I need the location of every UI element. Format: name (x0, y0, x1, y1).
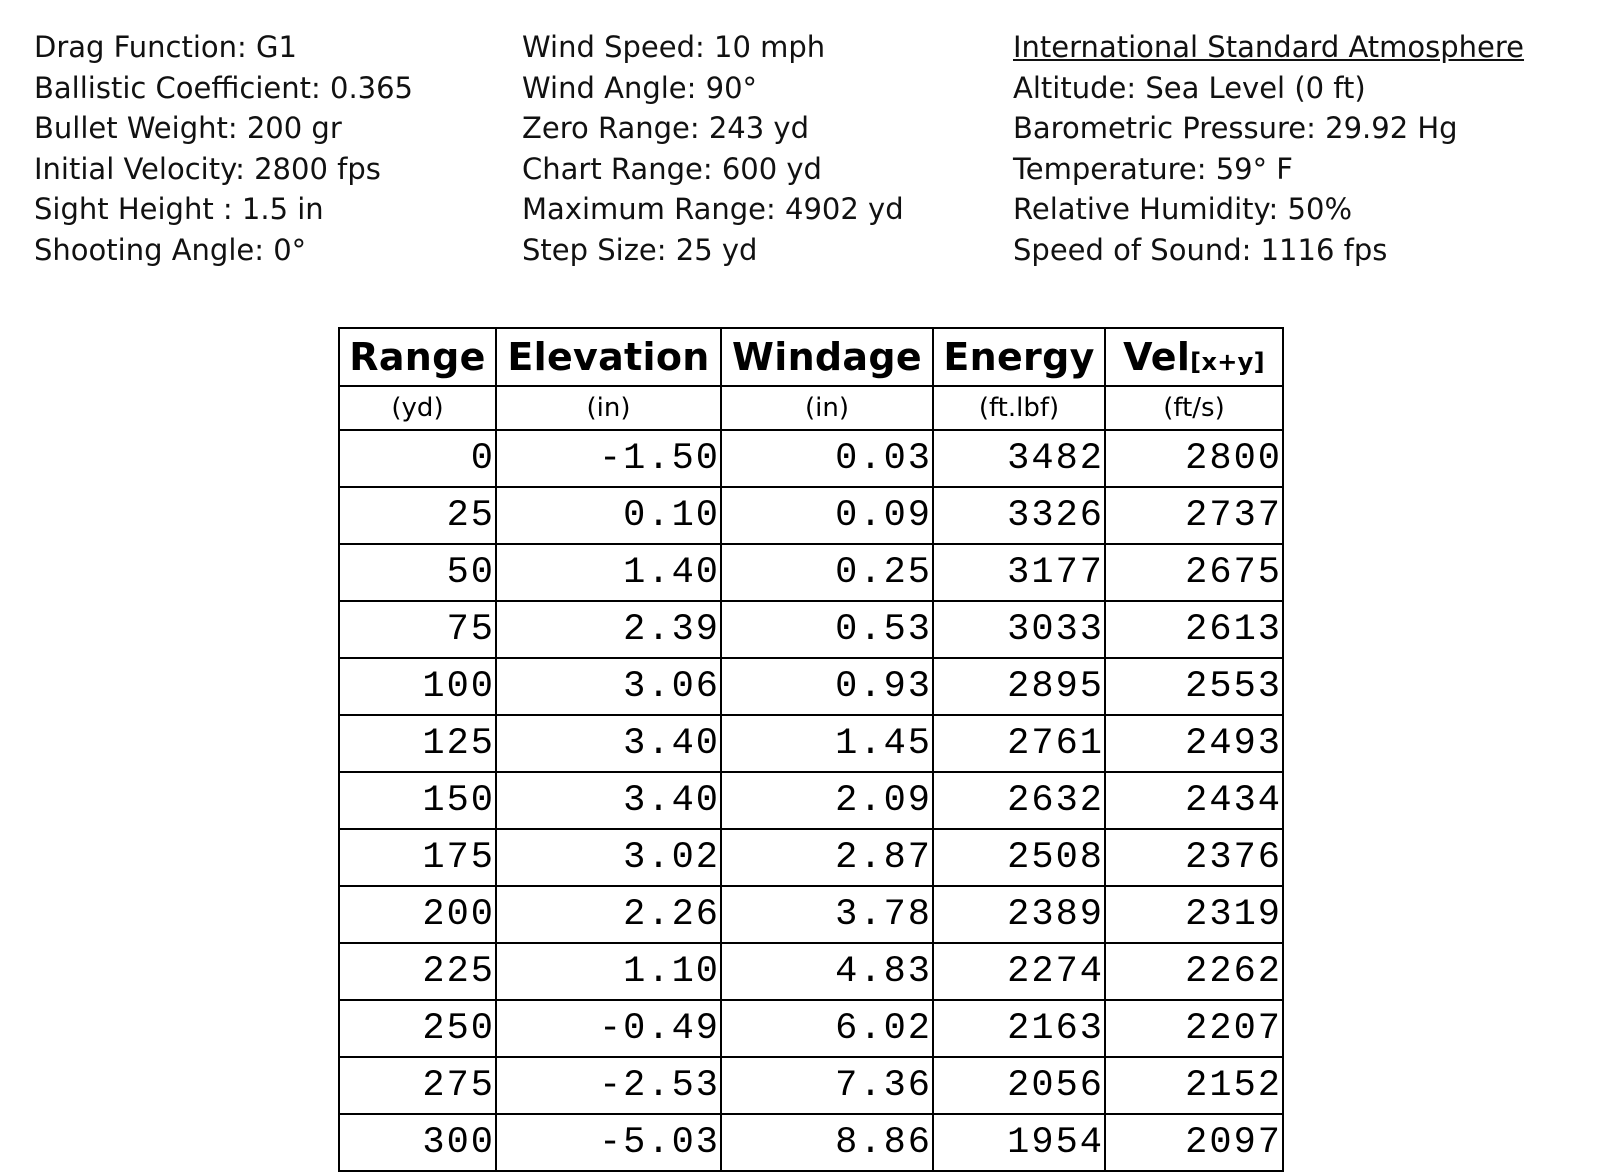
velocity-cell: 2675 (1105, 544, 1283, 601)
table-row (339, 601, 1283, 658)
range-cell: 250 (339, 1000, 496, 1057)
unit-elevation: (in) (496, 386, 721, 430)
unit-velocity: (ft/s) (1105, 386, 1283, 430)
chart-range: Chart Range: 600 yd (522, 151, 822, 186)
initial-velocity: Initial Velocity: 2800 fps (34, 151, 381, 186)
range-cell: 175 (339, 829, 496, 886)
elevation-cell: 2.39 (496, 601, 721, 658)
unit-range: (yd) (339, 386, 496, 430)
table-row (339, 658, 1283, 715)
windage-cell: 0.93 (721, 658, 933, 715)
velocity-cell: 2207 (1105, 1000, 1283, 1057)
windage-cell: 8.86 (721, 1114, 933, 1171)
wind-angle: Wind Angle: 90° (522, 70, 758, 105)
table-header-row (339, 328, 1283, 386)
table-row (339, 829, 1283, 886)
unit-energy: (ft.lbf) (933, 386, 1105, 430)
elevation-cell: -2.53 (496, 1057, 721, 1114)
windage-cell: 0.03 (721, 430, 933, 487)
header-windage: Windage (721, 328, 933, 386)
wind-speed: Wind Speed: 10 mph (522, 30, 826, 64)
energy-cell: 3177 (933, 544, 1105, 601)
table-row (339, 487, 1283, 544)
table-row (339, 886, 1283, 943)
energy-cell: 3033 (933, 601, 1105, 658)
barometric-pressure: Barometric Pressure: 29.92 Hg (1013, 111, 1458, 146)
range-cell: 150 (339, 772, 496, 829)
velocity-cell: 2613 (1105, 601, 1283, 658)
table-row (339, 1114, 1283, 1171)
header-elevation: Elevation (496, 328, 721, 386)
energy-cell: 2508 (933, 829, 1105, 886)
energy-cell: 2274 (933, 943, 1105, 1000)
energy-cell: 2389 (933, 886, 1105, 943)
energy-cell: 2761 (933, 715, 1105, 772)
velocity-cell: 2152 (1105, 1057, 1283, 1114)
shooting-angle: Shooting Angle: 0° (34, 232, 307, 267)
ballistic-coefficient: Ballistic Coefficient: 0.365 (34, 70, 414, 105)
table-row (339, 544, 1283, 601)
relative-humidity: Relative Humidity: 50% (1013, 192, 1352, 227)
windage-cell: 2.09 (721, 772, 933, 829)
table-row (339, 772, 1283, 829)
drag-function: Drag Function: G1 (34, 30, 297, 64)
elevation-cell: 3.40 (496, 772, 721, 829)
projectile-parameters (34, 27, 413, 271)
table-row (339, 715, 1283, 772)
windage-cell: 7.36 (721, 1057, 933, 1114)
range-cell: 300 (339, 1114, 496, 1171)
zero-range: Zero Range: 243 yd (522, 111, 809, 146)
energy-cell: 3482 (933, 430, 1105, 487)
table-row (339, 430, 1283, 487)
velocity-cell: 2434 (1105, 772, 1283, 829)
temperature: Temperature: 59° F (1013, 151, 1293, 186)
maximum-range: Maximum Range: 4902 yd (522, 192, 904, 227)
windage-cell: 4.83 (721, 943, 933, 1000)
range-cell: 275 (339, 1057, 496, 1114)
ballistics-table (338, 327, 1284, 1172)
header-velocity (1105, 328, 1283, 386)
velocity-cell: 2319 (1105, 886, 1283, 943)
header-velocity-subscript: [x+y] (1190, 348, 1265, 376)
range-cell: 75 (339, 601, 496, 658)
elevation-cell: -1.50 (496, 430, 721, 487)
windage-cell: 6.02 (721, 1000, 933, 1057)
range-cell: 0 (339, 430, 496, 487)
elevation-cell: 1.10 (496, 943, 721, 1000)
atmosphere-link[interactable]: International Standard Atmosphere (1013, 30, 1525, 64)
range-cell: 50 (339, 544, 496, 601)
table-body (339, 430, 1283, 1171)
unit-windage: (in) (721, 386, 933, 430)
elevation-cell: -0.49 (496, 1000, 721, 1057)
header-energy: Energy (933, 328, 1105, 386)
elevation-cell: 2.26 (496, 886, 721, 943)
velocity-cell: 2800 (1105, 430, 1283, 487)
windage-cell: 0.25 (721, 544, 933, 601)
energy-cell: 2163 (933, 1000, 1105, 1057)
range-cell: 100 (339, 658, 496, 715)
table-row (339, 1000, 1283, 1057)
windage-cell: 3.78 (721, 886, 933, 943)
energy-cell: 3326 (933, 487, 1105, 544)
table-units-row (339, 386, 1283, 430)
velocity-cell: 2097 (1105, 1114, 1283, 1171)
energy-cell: 2056 (933, 1057, 1105, 1114)
windage-cell: 0.09 (721, 487, 933, 544)
table-row (339, 943, 1283, 1000)
velocity-cell: 2737 (1105, 487, 1283, 544)
elevation-cell: 0.10 (496, 487, 721, 544)
energy-cell: 2895 (933, 658, 1105, 715)
elevation-cell: -5.03 (496, 1114, 721, 1171)
elevation-cell: 3.40 (496, 715, 721, 772)
step-size: Step Size: 25 yd (522, 232, 758, 267)
elevation-cell: 3.06 (496, 658, 721, 715)
windage-cell: 1.45 (721, 715, 933, 772)
velocity-cell: 2376 (1105, 829, 1283, 886)
range-cell: 225 (339, 943, 496, 1000)
ballistic-parameters (0, 27, 1604, 277)
range-cell: 25 (339, 487, 496, 544)
atmosphere-parameters (1013, 27, 1524, 271)
velocity-cell: 2553 (1105, 658, 1283, 715)
energy-cell: 1954 (933, 1114, 1105, 1171)
header-velocity-label: Vel (1123, 335, 1191, 379)
range-cell: 200 (339, 886, 496, 943)
speed-of-sound: Speed of Sound: 1116 fps (1013, 232, 1388, 267)
table-row (339, 1057, 1283, 1114)
windage-cell: 2.87 (721, 829, 933, 886)
range-cell: 125 (339, 715, 496, 772)
elevation-cell: 1.40 (496, 544, 721, 601)
altitude: Altitude: Sea Level (0 ft) (1013, 70, 1366, 105)
energy-cell: 2632 (933, 772, 1105, 829)
velocity-cell: 2262 (1105, 943, 1283, 1000)
wind-range-parameters (522, 27, 904, 271)
header-range: Range (339, 328, 496, 386)
elevation-cell: 3.02 (496, 829, 721, 886)
bullet-weight: Bullet Weight: 200 gr (34, 111, 342, 146)
windage-cell: 0.53 (721, 601, 933, 658)
sight-height: Sight Height : 1.5 in (34, 192, 324, 227)
velocity-cell: 2493 (1105, 715, 1283, 772)
